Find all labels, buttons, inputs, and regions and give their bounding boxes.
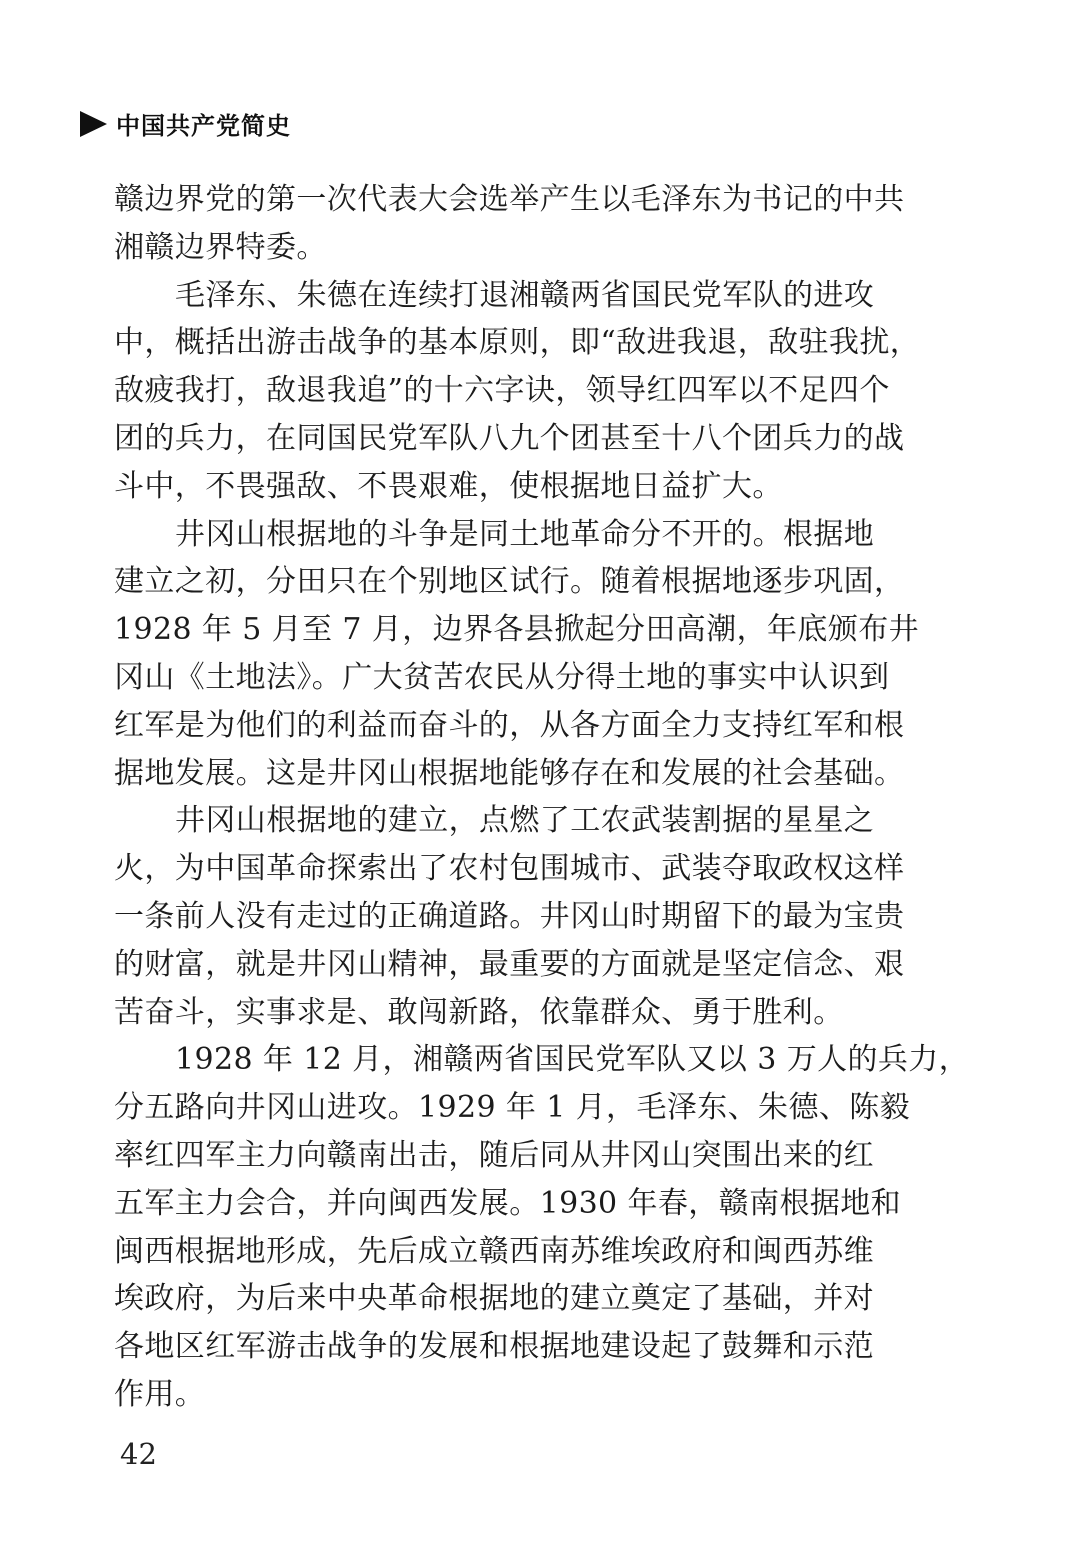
text-line: 的财富，就是井冈山精神，最重要的方面就是坚定信念、艰: [114, 946, 905, 982]
text-line: 中，概括出游击战争的基本原则，即“敌进我退，敌驻我扰，: [114, 325, 921, 361]
text-line: 一条前人没有走过的正确道路。井冈山时期留下的最为宝贵: [114, 898, 905, 934]
text-line: 冈山《土地法》。广大贫苦农民从分得土地的事实中认识到: [114, 659, 890, 695]
text-line: 湘赣边界特委。: [114, 229, 327, 265]
text-line: 五军主力会合，并向闽西发展。1930 年春，赣南根据地和: [114, 1185, 902, 1221]
text-line: 井冈山根据地的建立，点燃了工农武装割据的星星之: [175, 803, 875, 839]
right-triangle-icon: [80, 111, 107, 137]
page-header: [80, 106, 291, 141]
text-line: 井冈山根据地的斗争是同土地革命分不开的。根据地: [175, 516, 875, 552]
text-line: 各地区红军游击战争的发展和根据地建设起了鼓舞和示范: [114, 1329, 874, 1365]
text-line: 率红四军主力向赣南出击，随后同从井冈山突围出来的红: [114, 1137, 874, 1173]
text-line: 1928 年 5 月至 7 月，边界各县掀起分田高潮，年底颁布井: [114, 612, 920, 648]
text-line: 闽西根据地形成，先后成立赣西南苏维埃政府和闽西苏维: [114, 1233, 874, 1269]
text-line: 毛泽东、朱德在连续打退湘赣两省国民党军队的进攻: [175, 277, 875, 313]
text-line: 斗中，不畏强敌、不畏艰难，使根据地日益扩大。: [114, 468, 783, 504]
text-line: 红军是为他们的利益而奋斗的，从各方面全力支持红军和根: [114, 707, 905, 743]
text-line: 敌疲我打，敌退我追”的十六字诀，领导红四军以不足四个: [114, 373, 890, 409]
text-line: 作用。: [114, 1376, 206, 1412]
body-text: [114, 176, 970, 1419]
text-line: 苦奋斗，实事求是、敢闯新路，依靠群众、勇于胜利。: [114, 994, 844, 1030]
page-number: 42: [120, 1437, 157, 1471]
text-line: 团的兵力，在同国民党军队八九个团甚至十八个团兵力的战: [114, 420, 905, 456]
text-line: 火，为中国革命探索出了农村包围城市、武装夺取政权这样: [114, 851, 905, 887]
text-line: 据地发展。这是井冈山根据地能够存在和发展的社会基础。: [114, 755, 905, 791]
text-line: 赣边界党的第一次代表大会选举产生以毛泽东为书记的中共: [114, 182, 905, 217]
text-line: 1928 年 12 月，湘赣两省国民党军队又以 3 万人的兵力，: [175, 1042, 970, 1078]
text-line: 埃政府，为后来中央革命根据地的建立奠定了基础，并对: [114, 1281, 874, 1317]
book-title: 中国共产党简史: [116, 113, 291, 140]
text-line: 建立之初，分田只在个别地区试行。随着根据地逐步巩固，: [114, 564, 905, 600]
text-line: 分五路向井冈山进攻。1929 年 1 月，毛泽东、朱德、陈毅: [114, 1090, 911, 1126]
